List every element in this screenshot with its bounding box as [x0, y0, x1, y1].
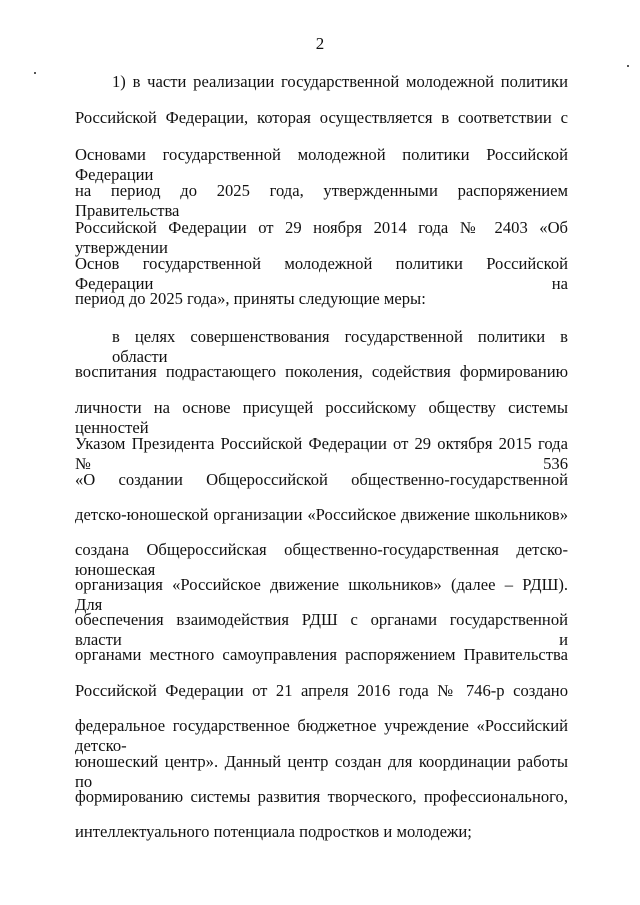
text-line: формированию системы развития творческого, профессионального,	[75, 787, 568, 806]
text-line: «О создании Общероссийской общественно-государственной	[75, 470, 568, 489]
text-line: Основ государственной молодежной политики Российской Федерации на	[75, 254, 568, 293]
text-line: Российской Федерации от 29 ноября 2014 года № 2403 «Об утверждении	[75, 218, 568, 257]
scan-speck	[627, 65, 629, 67]
text-line: детско-юношеской организации «Российское движение школьников»	[75, 505, 568, 524]
text-line: на период до 2025 года, утвержденными распоряжением Правительства	[75, 181, 568, 220]
text-line: 1) в части реализации государственной молодежной политики	[112, 72, 568, 91]
scan-speck	[34, 72, 36, 74]
text-line: создана Общероссийская общественно-государственная детско-юношеская	[75, 540, 568, 579]
text-line: юношеский центр». Данный центр создан для координации работы по	[75, 752, 568, 791]
text-line: Российской Федерации, которая осуществляется в соответствии с	[75, 108, 568, 127]
text-line: организация «Российское движение школьников» (далее – РДШ). Для	[75, 575, 568, 614]
text-line: воспитания подрастающего поколения, содействия формированию	[75, 362, 568, 381]
page-number: 2	[315, 34, 325, 53]
text-line: в целях совершенствования государственной политики в области	[112, 327, 568, 366]
text-line: Основами государственной молодежной политики Российской Федерации	[75, 145, 568, 184]
text-line: интеллектуального потенциала подростков и молодежи;	[75, 822, 472, 841]
text-line: обеспечения взаимодействия РДШ с органами государственной власти и	[75, 610, 568, 649]
text-line: федеральное государственное бюджетное учреждение «Российский детско-	[75, 716, 568, 755]
text-line: Российской Федерации от 21 апреля 2016 года № 746-р создано	[75, 681, 568, 700]
text-line: органами местного самоуправления распоряжением Правительства	[75, 645, 568, 664]
text-line: период до 2025 года», приняты следующие меры:	[75, 289, 426, 308]
text-line: личности на основе присущей российскому обществу системы ценностей	[75, 398, 568, 437]
text-line: Указом Президента Российской Федерации от 29 октября 2015 года № 536	[75, 434, 568, 473]
